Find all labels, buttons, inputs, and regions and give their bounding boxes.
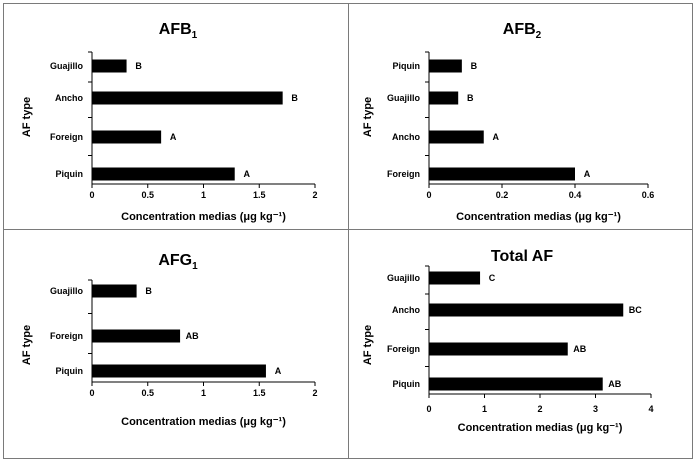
x-tick-label: 1 <box>481 404 488 414</box>
y-axis-title: AF type <box>21 324 33 366</box>
group-letter-label: AB <box>608 379 622 389</box>
x-tick-label: 0.5 <box>141 388 155 398</box>
chart-svg <box>349 230 694 460</box>
category-label: Foreign <box>387 344 420 354</box>
group-letter-label: A <box>492 132 499 142</box>
y-axis-title: AF type <box>362 96 374 138</box>
x-axis-title: Concentration medias (μg kg⁻¹) <box>457 422 623 434</box>
category-label: Guajillo <box>49 286 83 296</box>
category-label: Foreign <box>50 132 83 142</box>
chart-title-text: Total AF <box>490 248 554 265</box>
bar <box>92 365 266 378</box>
group-letter-label: C <box>488 273 496 283</box>
bar <box>429 272 480 285</box>
chart-svg <box>4 4 350 231</box>
x-tick-label: 2 <box>312 388 318 398</box>
x-tick-label: 2 <box>312 190 318 200</box>
x-tick-label: 2 <box>537 404 543 414</box>
chart-title-subscript: 2 <box>535 30 542 41</box>
bar <box>92 60 127 73</box>
bar <box>92 168 235 181</box>
chart-panel-afb2 <box>348 3 693 230</box>
x-axis-title: Concentration medias (μg kg⁻¹) <box>121 211 286 223</box>
x-tick-label: 1 <box>200 190 207 200</box>
bar <box>92 92 283 105</box>
group-letter-label: B <box>135 61 142 71</box>
group-letter-label: B <box>466 93 474 103</box>
group-letter-label: AB <box>185 331 199 341</box>
chart-title <box>158 252 198 272</box>
bar <box>429 168 575 181</box>
group-letter-label: A <box>169 132 177 142</box>
x-axis-title: Concentration medias (μg kg⁻¹) <box>121 416 286 428</box>
group-letter-label: A <box>274 366 282 376</box>
category-label: Piquin <box>55 366 83 376</box>
group-letter-label: A <box>583 169 591 179</box>
x-tick-label: 4 <box>648 404 654 414</box>
chart-title <box>159 21 198 41</box>
category-label: Piquin <box>55 169 83 179</box>
chart-title <box>503 21 542 41</box>
bar <box>429 60 462 73</box>
chart-title-subscript: 1 <box>191 30 198 41</box>
x-tick-label: 0.2 <box>495 190 509 200</box>
category-label: Ancho <box>392 132 420 142</box>
x-tick-label: 0 <box>426 404 432 414</box>
bar <box>429 304 623 317</box>
x-axis-title: Concentration medias (μg kg⁻¹) <box>456 211 621 223</box>
chart-title <box>491 248 553 265</box>
group-letter-label: AB <box>573 344 587 354</box>
category-label: Guajillo <box>386 273 420 283</box>
bar <box>92 330 180 343</box>
bar <box>429 131 484 144</box>
bar <box>429 343 568 356</box>
x-tick-label: 0.6 <box>641 190 655 200</box>
x-tick-label: 3 <box>592 404 599 414</box>
category-label: Piquin <box>392 61 420 71</box>
bar <box>429 378 603 391</box>
chart-svg <box>349 4 694 231</box>
bar <box>92 131 161 144</box>
category-label: Foreign <box>50 331 83 341</box>
group-letter-label: B <box>291 93 298 103</box>
chart-svg <box>4 230 350 460</box>
chart-title-subscript: 1 <box>192 261 198 272</box>
category-label: Guajillo <box>49 61 83 71</box>
chart-panel-total-af <box>348 229 693 459</box>
chart-title-text: AFB <box>502 21 536 38</box>
y-axis-title: AF type <box>362 324 374 366</box>
category-label: Foreign <box>387 169 420 179</box>
bar <box>429 92 458 105</box>
x-tick-label: 0 <box>426 190 432 200</box>
x-tick-label: 0.4 <box>568 190 582 200</box>
chart-title-text: AFB <box>158 21 192 38</box>
chart-panel-afg1 <box>3 229 349 459</box>
x-tick-label: 0 <box>89 388 95 398</box>
y-axis-title: AF type <box>21 96 33 138</box>
x-tick-label: 1.5 <box>252 388 266 398</box>
chart-panel-afb1 <box>3 3 349 230</box>
x-tick-label: 0 <box>89 190 95 200</box>
group-letter-label: BC <box>628 305 642 315</box>
x-tick-label: 0.5 <box>141 190 155 200</box>
group-letter-label: B <box>470 61 478 71</box>
x-tick-label: 1.5 <box>252 190 266 200</box>
bar <box>92 285 137 298</box>
category-label: Guajillo <box>386 93 420 103</box>
category-label: Ancho <box>55 93 83 103</box>
x-tick-label: 1 <box>200 388 207 398</box>
group-letter-label: B <box>145 286 152 296</box>
chart-title-text: AFG <box>158 252 193 269</box>
category-label: Ancho <box>392 305 420 315</box>
category-label: Piquin <box>392 379 420 389</box>
group-letter-label: A <box>243 169 250 179</box>
